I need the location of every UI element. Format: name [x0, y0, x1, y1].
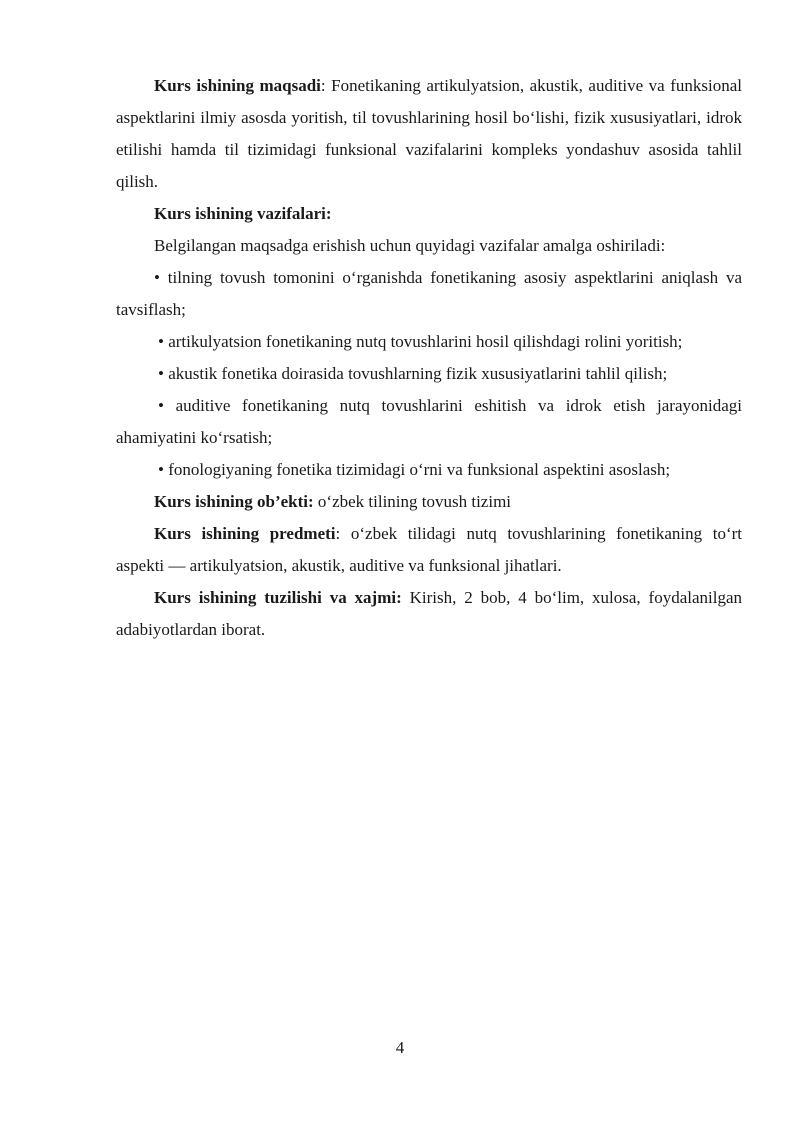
- structure-label: Kurs ishining tuzilishi va xajmi:: [154, 588, 402, 607]
- task-item-4: • auditive fonetikaning nutq tovushlarini eshitish va idrok etish jarayonidagi ahamiyatini ko‘rsatish;: [116, 396, 742, 447]
- task-item-1: • tilning tovush tomonini o‘rganishda fonetikaning asosiy aspektlarini aniqlash va tavsiflash;: [116, 268, 742, 319]
- structure-paragraph: [116, 582, 742, 646]
- structure-text: Kirish, 2 bob, 4 bo‘lim, xulosa, foydalanilgan adabiyotlardan iborat.: [116, 588, 742, 639]
- task-item-2: • artikulyatsion fonetikaning nutq tovushlarini hosil qilishdagi rolini yoritish;: [158, 332, 683, 351]
- goal-paragraph: [116, 70, 742, 198]
- tasks-intro: Belgilangan maqsadga erishish uchun quyidagi vazifalar amalga oshiriladi:: [154, 236, 666, 255]
- document-body: [116, 70, 742, 646]
- task-item-3: • akustik fonetika doirasida tovushlarning fizik xususiyatlarini tahlil qilish;: [158, 364, 668, 383]
- object-label: Kurs ishining ob’ekti:: [154, 492, 314, 511]
- tasks-label: Kurs ishining vazifalari:: [154, 204, 332, 223]
- goal-label: Kurs ishining maqsadi: [154, 76, 321, 95]
- subject-text: : o‘zbek tilidagi nutq tovushlarining fonetikaning to‘rt aspekti — artikulyatsion, akustik, auditive va funksional jihatlari.: [116, 524, 742, 575]
- subject-label: Kurs ishining predmeti: [154, 524, 336, 543]
- tasks-heading: [116, 198, 742, 230]
- object-text: o‘zbek tilining tovush tizimi: [313, 492, 512, 511]
- subject-paragraph: [116, 518, 742, 582]
- goal-text: : Fonetikaning artikulyatsion, akustik, auditive va funksional aspektlarini ilmiy asosda yoritish, til tovushlarining hosil bo‘lishi, fizik xususiyatlari, idrok etilishi hamda til tizimidagi funksional vazifalarini kompleks yondashuv asosida tahlil qilish.: [116, 76, 742, 191]
- task-item-5: • fonologiyaning fonetika tizimidagi o‘rni va funksional aspektini asoslash;: [158, 460, 671, 479]
- page-number: 4: [395, 1038, 405, 1057]
- object-paragraph: [116, 486, 742, 518]
